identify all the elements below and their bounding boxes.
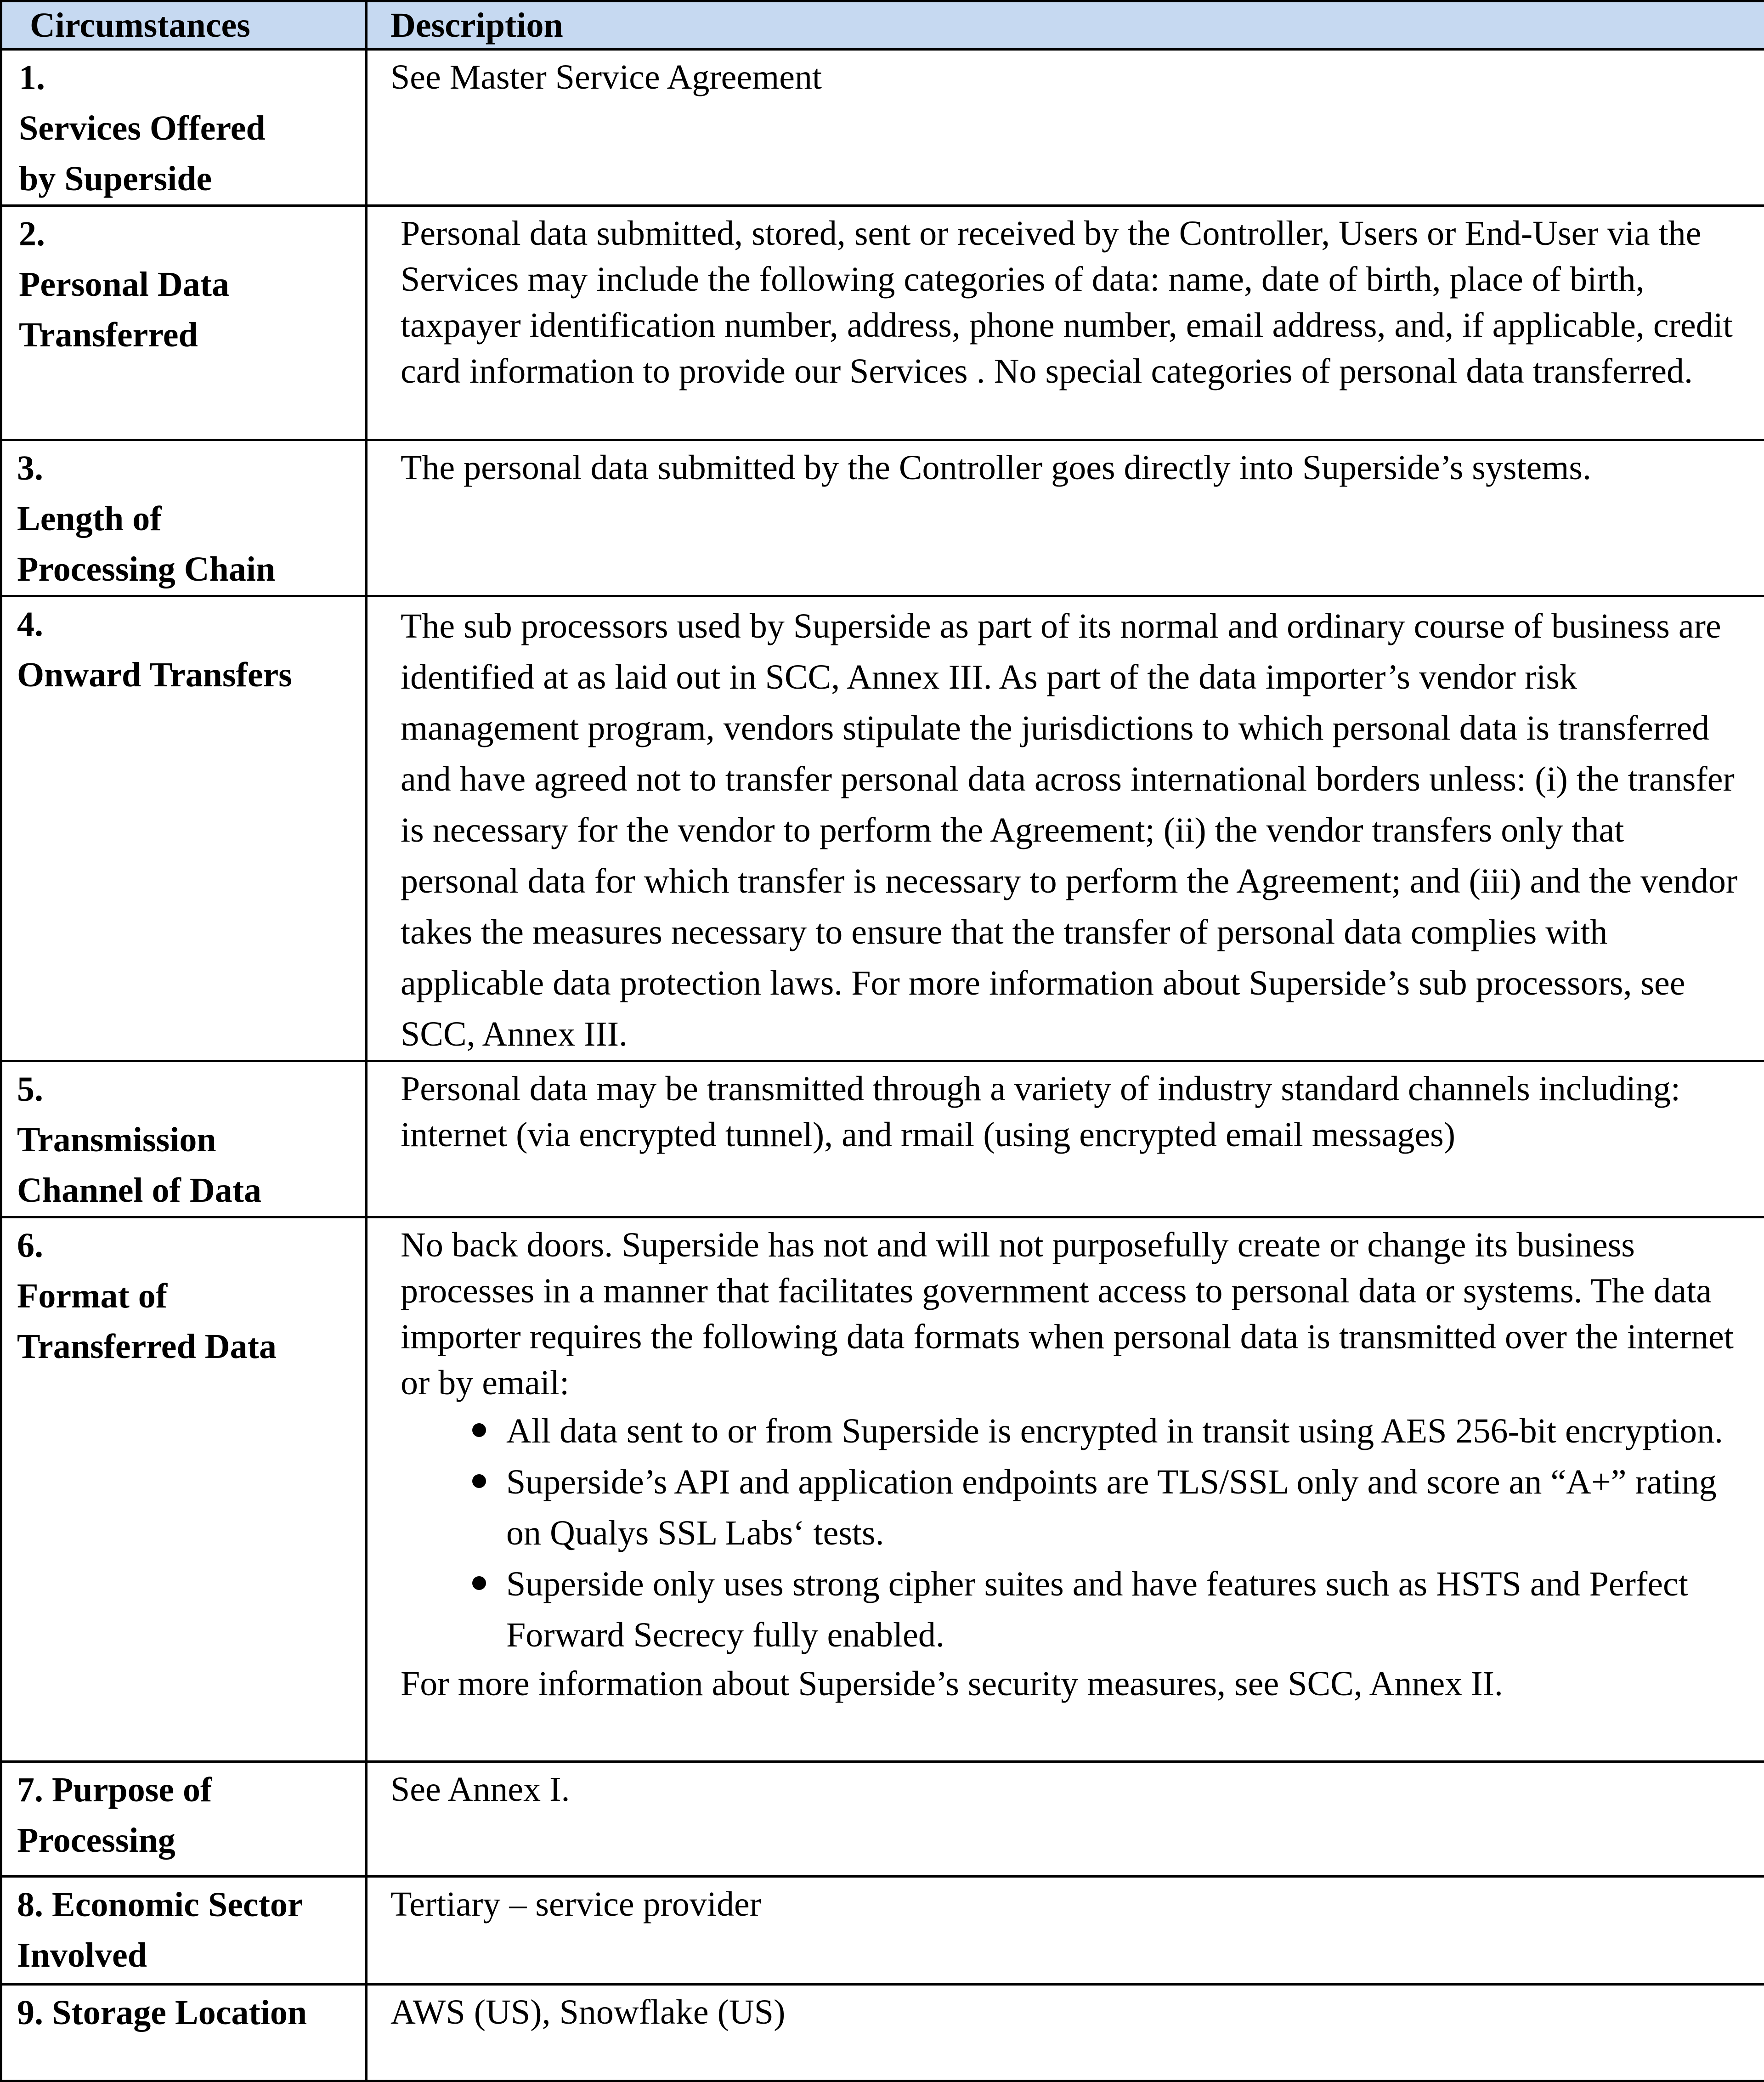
description-text: The sub processors used by Superside as part of its normal and ordinary course of business are identified at as laid out in SCC, Annex III. As part of the data importer’s vendor risk management program, vendors stipulate the jurisdictions to which personal data is transferred and have agreed not to transfer personal data across international borders unless: (i) the transfer is necessary for the vendor to perform the Agreement; (ii) the vendor transfers only that personal data for which transfer is necessary to perform the Agreement; and (iii) and the vendor takes the measures necessary to ensure that the transfer of personal data complies with applicable data protection laws. For more information about Superside’s sub processors, see SCC, Annex III. xyxy=(368,597,1764,1060)
circumstance-cell xyxy=(1,206,367,440)
format-bullet-list xyxy=(401,1406,1746,1661)
circumstance-cell xyxy=(1,1061,367,1217)
row-label: Services Offered xyxy=(19,103,365,153)
description-cell xyxy=(367,1061,1764,1217)
circumstance-cell xyxy=(1,1985,367,2081)
row-label: Onward Transfers xyxy=(17,650,365,700)
bullet-icon xyxy=(472,1474,486,1488)
column-header-circumstances: Circumstances xyxy=(1,1,367,50)
row-label: Transmission xyxy=(17,1115,365,1165)
table-row xyxy=(1,50,1764,206)
row-label: 8. Economic Sector xyxy=(17,1879,365,1930)
description-cell xyxy=(367,1985,1764,2081)
table-row xyxy=(1,1217,1764,1762)
row-label: by Superside xyxy=(19,153,365,204)
description-outro: For more information about Superside’s security measures, see SCC, Annex II. xyxy=(401,1661,1746,1707)
list-item: All data sent to or from Superside is encrypted in transit using AES 256-bit encryption. xyxy=(474,1406,1746,1457)
row-number: 5. xyxy=(17,1064,365,1115)
row-number: 3. xyxy=(17,443,365,493)
description-cell xyxy=(367,50,1764,206)
bullet-icon xyxy=(472,1423,486,1437)
description-cell xyxy=(367,206,1764,440)
row-label: Involved xyxy=(17,1930,365,1980)
description-text: Personal data may be transmitted through a variety of industry standard channels including: internet (via encrypted tunnel), and rmail (using encrypted email messages) xyxy=(368,1062,1764,1158)
circumstance-cell xyxy=(1,440,367,596)
column-header-description: Description xyxy=(367,1,1764,50)
row-number: 1. xyxy=(19,52,365,103)
table-row xyxy=(1,596,1764,1061)
description-text: See Annex I. xyxy=(368,1763,1764,1812)
table-row xyxy=(1,1985,1764,2081)
circumstance-cell xyxy=(1,50,367,206)
row-label: Length of xyxy=(17,493,365,544)
row-label: Transferred Data xyxy=(17,1321,365,1372)
description-text: Personal data submitted, stored, sent or received by the Controller, Users or End-User via the Services may include the following categories of data: name, date of birth, place of birth, taxpayer identification number, address, phone number, email address, and, if applicable, credit card information to provide our Services . No special categories of personal data transferred. xyxy=(368,207,1764,394)
description-text: AWS (US), Snowflake (US) xyxy=(368,1986,1764,2035)
description-text: See Master Service Agreement xyxy=(368,51,1764,100)
description-cell xyxy=(367,1877,1764,1985)
table-row xyxy=(1,1762,1764,1877)
description-cell xyxy=(367,440,1764,596)
description-text: The personal data submitted by the Controller goes directly into Superside’s systems. xyxy=(368,441,1764,491)
row-label: Processing Chain xyxy=(17,544,365,594)
bullet-icon xyxy=(472,1576,486,1590)
row-number: 6. xyxy=(17,1220,365,1271)
row-label: Channel of Data xyxy=(17,1165,365,1216)
circumstance-cell xyxy=(1,596,367,1061)
description-cell xyxy=(367,1217,1764,1762)
table-row xyxy=(1,1877,1764,1985)
circumstance-cell xyxy=(1,1762,367,1877)
description-intro: No back doors. Superside has not and will not purposefully create or change its business processes in a manner that facilitates government access to personal data or systems. The data importer requires the following data formats when personal data is transmitted over the internet or by email: xyxy=(401,1222,1746,1406)
row-number: 2. xyxy=(19,209,365,259)
list-item: Superside’s API and application endpoints are TLS/SSL only and score an “A+” rating on Qualys SSL Labs‘ tests. xyxy=(474,1457,1746,1559)
table-row xyxy=(1,440,1764,596)
description-text: Tertiary – service provider xyxy=(368,1878,1764,1927)
row-label: Processing xyxy=(17,1815,365,1866)
circumstance-cell xyxy=(1,1877,367,1985)
description-cell xyxy=(367,596,1764,1061)
row-label: Transferred xyxy=(19,310,365,360)
row-label: Personal Data xyxy=(19,259,365,310)
row-label: 7. Purpose of xyxy=(17,1765,365,1815)
circumstance-cell xyxy=(1,1217,367,1762)
table-row xyxy=(1,206,1764,440)
table-row xyxy=(1,1061,1764,1217)
row-label: Format of xyxy=(17,1271,365,1321)
row-label: 9. Storage Location xyxy=(17,1987,365,2038)
description-cell xyxy=(367,1762,1764,1877)
list-item: Superside only uses strong cipher suites and have features such as HSTS and Perfect Forward Secrecy fully enabled. xyxy=(474,1559,1746,1661)
table-header-row xyxy=(1,1,1764,50)
row-number: 4. xyxy=(17,599,365,650)
